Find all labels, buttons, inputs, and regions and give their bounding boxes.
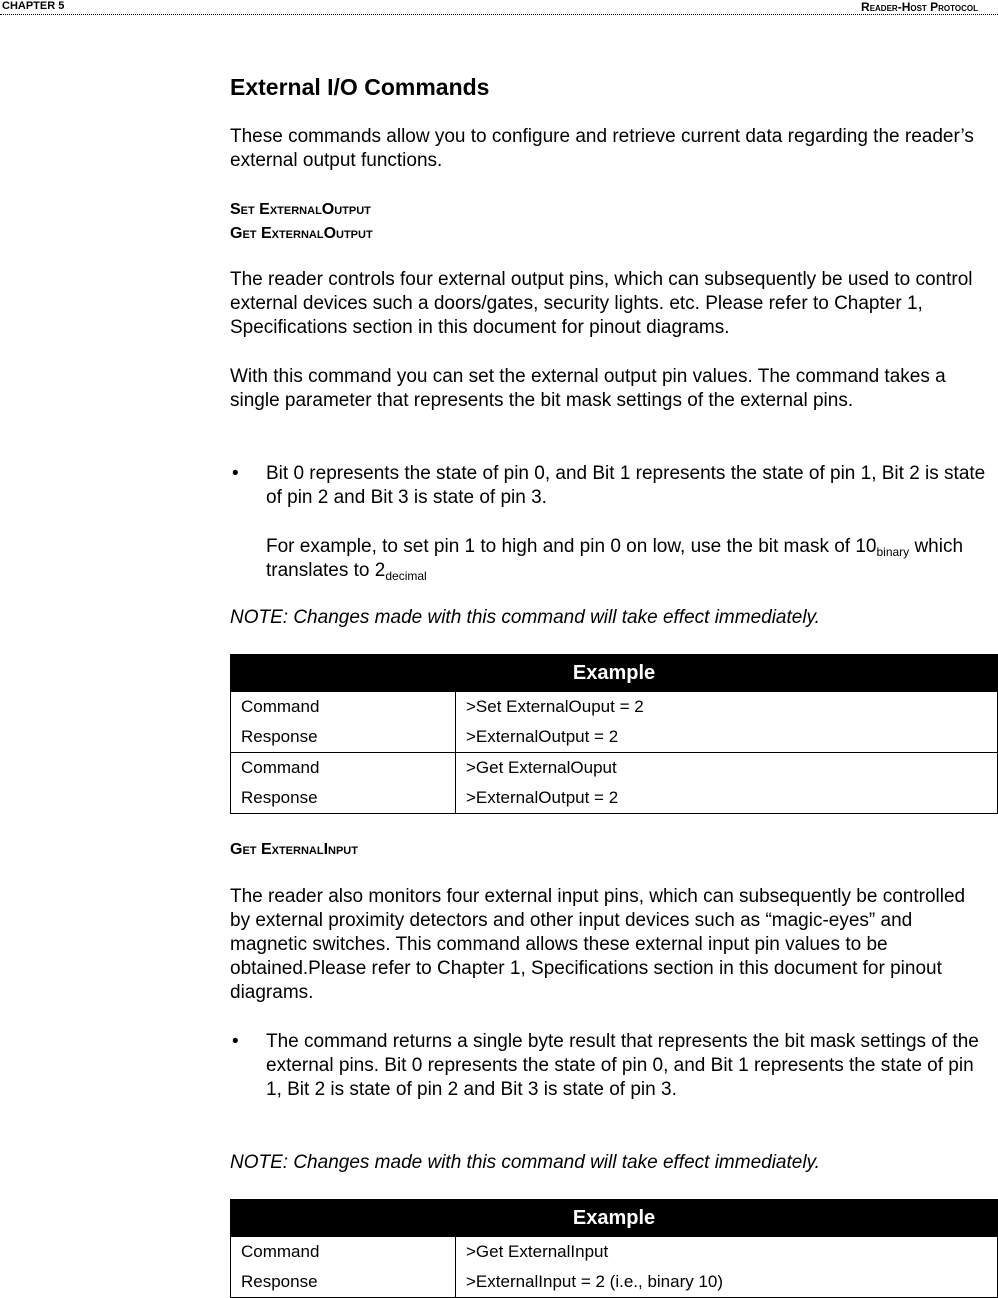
table-row [231, 753, 997, 783]
table-row [231, 1267, 997, 1297]
input-bullet-text: The command returns a single byte result that represents the bit mask settings of the external pins. Bit 0 represents the state of pin 0, and Bit 1 represents the state of pin 1, Bit 2 is state of pin 2 and Bit 3 is state of pin 3. [266, 1031, 979, 1100]
decimal-subscript: decimal [385, 569, 427, 583]
output-description-paragraph: The reader controls four external output pins, which can subsequently be used to control external devices such a doors/gates, security lights. etc. Please refer to Chapter 1, Specifications section in this document for pinout diagrams. [230, 269, 973, 338]
bullet-marker: • [232, 1031, 239, 1052]
row-value: >Set ExternalOuput = 2 [466, 697, 644, 716]
intro-paragraph: These commands allow you to configure and retrieve current data regarding the reader’s external output functions. [230, 126, 974, 171]
input-description-paragraph: The reader also monitors four external input pins, which can subsequently be controlled by external proximity detectors and other input devices such as “magic-eyes” and magnetic switches. This command allows these external input pin values to be obtained.Please refer to Chapter 1, Specifications section in this document for pinout diagrams. [230, 886, 966, 1003]
output-bullet-text: Bit 0 represents the state of pin 0, and Bit 1 represents the state of pin 1, Bit 2 is state of pin 2 and Bit 3 is state of pin 3. [266, 463, 986, 508]
row-label: Response [231, 1267, 456, 1297]
row-value: >Get ExternalOuput [466, 758, 617, 777]
get-external-output-heading: Get ExternalOutput [230, 225, 373, 242]
input-note: NOTE: Changes made with this command will take effect immediately. [230, 1152, 820, 1173]
running-header [0, 0, 998, 15]
table-row [231, 692, 997, 722]
chapter-label: CHAPTER 5 [2, 0, 65, 12]
binary-subscript: binary [876, 545, 910, 559]
example-text-a: For example, to set pin 1 to high and pin 0 on low, use the bit mask of 10 [266, 536, 877, 557]
example-group [230, 753, 998, 814]
row-value: >Get ExternalInput [466, 1242, 609, 1261]
row-value: >ExternalInput = 2 (i.e., binary 10) [466, 1272, 724, 1291]
bitmask-example-text [266, 535, 986, 583]
example-group [230, 692, 998, 753]
row-value: >ExternalOutput = 2 [466, 788, 619, 807]
row-value: >ExternalOutput = 2 [466, 727, 619, 746]
output-command-paragraph: With this command you can set the external output pin values. The command takes a single parameter that represents the bit mask settings of the external pins. [230, 366, 946, 411]
input-example-table [230, 1199, 998, 1298]
example-group [230, 1237, 998, 1298]
row-label: Response [231, 722, 456, 752]
get-external-input-heading: Get ExternalInput [230, 841, 358, 858]
output-example-table [230, 654, 998, 814]
example-table-header: Example [230, 654, 998, 692]
row-label: Command [231, 692, 456, 722]
chapter-title: Reader-Host Protocol [861, 0, 978, 14]
example-text-b: which translates to 2 [266, 536, 964, 581]
bullet-marker: • [232, 463, 239, 484]
row-label: Response [231, 783, 456, 813]
row-label: Command [231, 1237, 456, 1267]
output-note: NOTE: Changes made with this command will take effect immediately. [230, 607, 820, 628]
section-title: External I/O Commands [230, 74, 490, 100]
table-row [231, 1237, 997, 1267]
row-label: Command [231, 753, 456, 783]
example-table-header: Example [230, 1199, 998, 1237]
table-row [231, 722, 997, 752]
table-row [231, 783, 997, 813]
set-external-output-heading: Set ExternalOutput [230, 201, 371, 218]
